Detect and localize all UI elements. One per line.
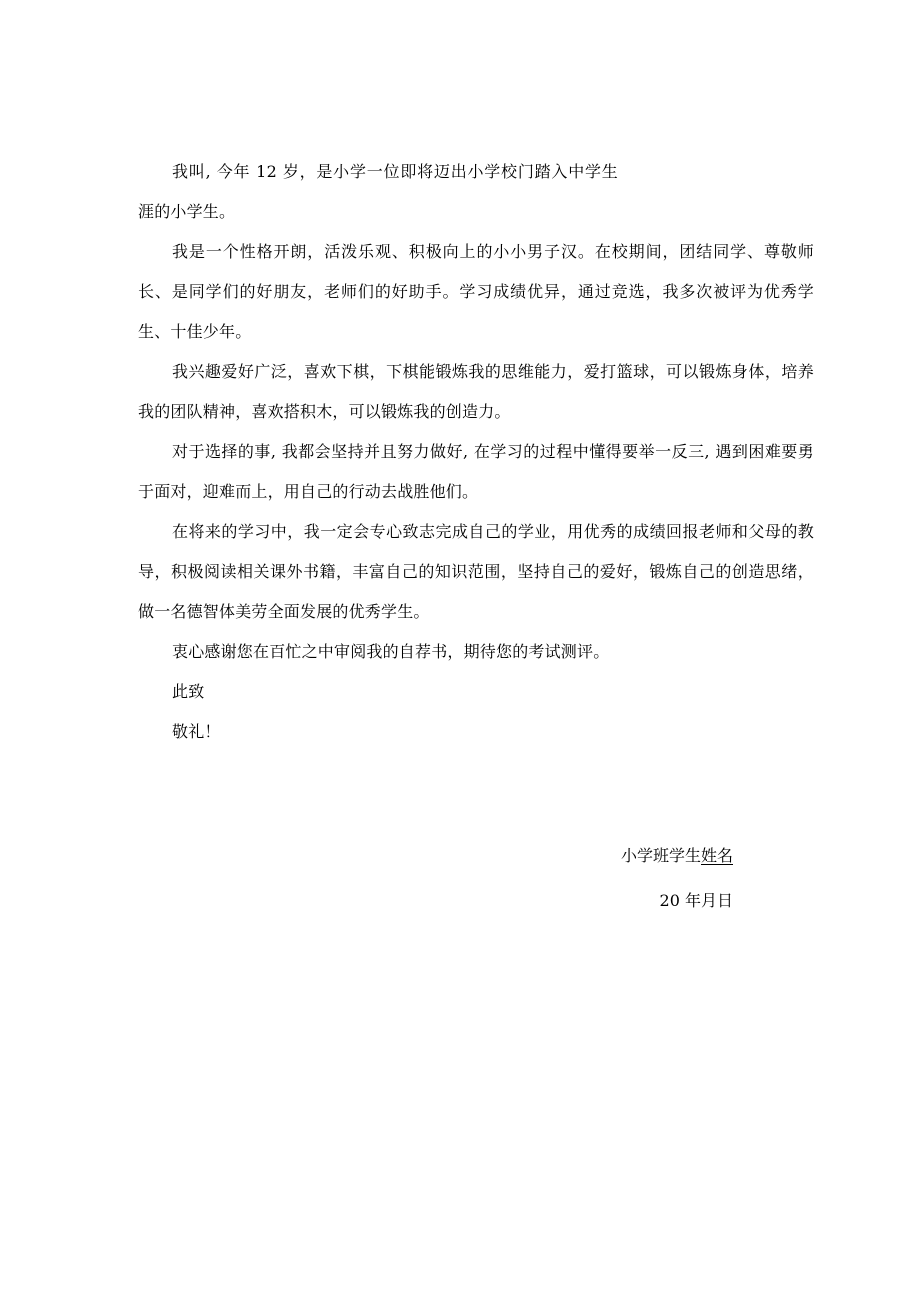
- signature-line: [621, 836, 733, 876]
- paragraph-intro: 我叫, 今年 12 岁，是小学一位即将迈出小学校门踏入中学生涯的小学生。: [138, 162, 618, 221]
- paragraph-thanks: 衷心感谢您在百忙之中审阅我的自荐书，期待您的考试测评。: [172, 642, 610, 661]
- paragraph-personality: 我是一个性格开朗，活泼乐观、积极向上的小小男子汉。在校期间，团结同学、尊敬师长、是同学们的好朋友，老师们的好助手。学习成绩优异，通过竞选，我多次被评为优秀学生、十佳少年。: [138, 242, 814, 341]
- name-field: 姓名: [700, 846, 733, 865]
- paragraph-hobbies: 我兴趣爱好广泛，喜欢下棋，下棋能锻炼我的思维能力，爱打篮球，可以锻炼身体，培养我的团队精神，喜欢搭积木，可以锻炼我的创造力。: [138, 362, 814, 421]
- signature-prefix: 小学班学生: [620, 846, 701, 865]
- date-line: 20 年月日: [659, 891, 733, 910]
- paragraph-future: 在将来的学习中，我一定会专心致志完成自己的学业，用优秀的成绩回报老师和父母的教导，积极阅读相关课外书籍，丰富自己的知识范围，坚持自己的爱好，锻炼自己的创造思绪，做一名德智体美劳全面发展的优秀学生。: [138, 522, 814, 621]
- paragraph-attitude: 对于选择的事, 我都会坚持并且努力做好, 在学习的过程中懂得要举一反三, 遇到困难要勇于面对，迎难而上，用自己的行动去战胜他们。: [138, 442, 814, 501]
- letter-body: [138, 152, 814, 752]
- closing-regards: 敬礼！: [172, 722, 221, 741]
- closing-salutation: 此致: [172, 682, 205, 701]
- signature-block: [621, 836, 733, 921]
